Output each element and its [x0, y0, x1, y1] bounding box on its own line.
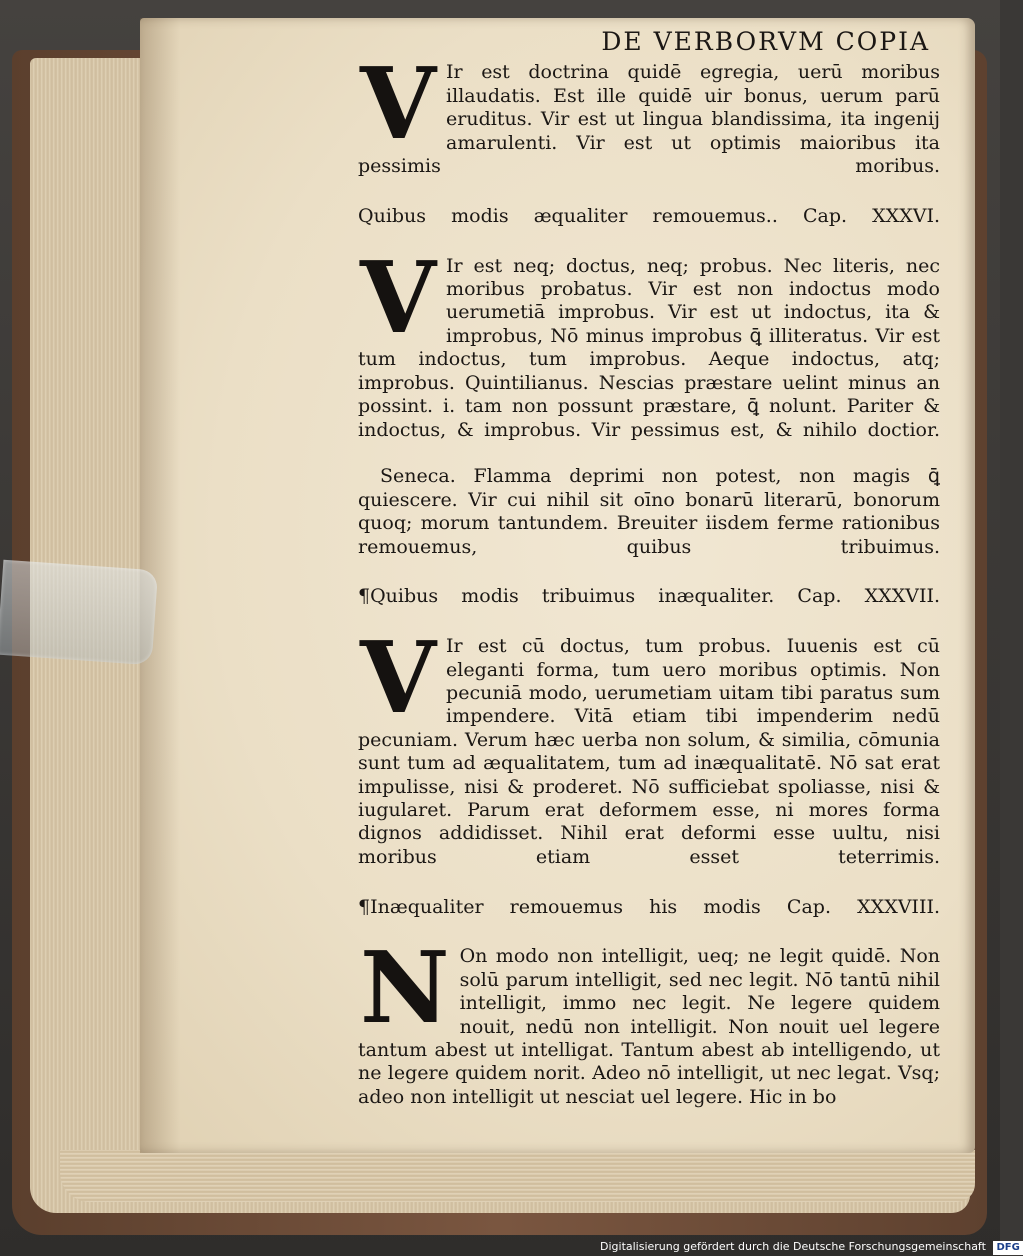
- paragraph: [358, 621, 940, 892]
- plastic-page-clip: [0, 560, 158, 666]
- section-1: [358, 47, 940, 201]
- dfg-logo: DFG: [993, 1241, 1022, 1255]
- paragraph-lead: Ir est cū doctus, tum probus.: [446, 635, 772, 658]
- paragraph: [358, 240, 940, 466]
- page-text: [358, 27, 940, 1109]
- credit-text: Digitalisierung gefördert durch die Deutsche Forschungsgemeinschaft: [600, 1240, 986, 1253]
- paragraph-lead: Ir est doctrina quidē egregia, uerū moribus illaudatis.: [446, 61, 940, 107]
- page-edges-bottom: [60, 1150, 975, 1202]
- chapter-heading: ¶Quibus modis tribuimus inæqualiter. Cap. XXXVII.: [358, 585, 940, 608]
- paragraph-body: Iuuenis est cū eleganti forma, tum uero moribus optimis. Non pecuniā modo, uerumetiam uitam tibi paratus sum impendere. Vitā etiam tibi impenderim nedū pecuniam. Verum hæc uerba non solum, & similia, cōmunia sunt tum ad æqualitatem, tum ad inæqualitatē. Nō sat erat impulisse, nisi & proderet. Nō sufficiebat spoliasse, nisi & iugularet. Parum erat deformem esse, ni mores forma dignos addidisset. Nihil erat deformi esse uultu, nisi moribus etiam esset teterrimis.: [358, 635, 940, 868]
- section-4: [358, 896, 940, 1110]
- paragraph-body: Est ille quidē uir bonus, uerum parū eruditus. Vir est ut lingua blandissima, ita ingenij amarulenti. Vir est ut optimis maioribus ita pessimis moribus.: [358, 84, 940, 178]
- paragraph: Seneca. Flamma deprimi non potest, non magis ꝗ̄ quiescere. Vir cui nihil sit oīno bonarū literarū, bonorum quoq; morum tantundem. Breuiter iisdem ferme rationibus remouemus, quibus tribuimus.: [358, 465, 940, 558]
- drop-cap: V: [360, 47, 437, 163]
- running-head: DE VERBORVM COPIA: [601, 27, 930, 56]
- paragraph-body: Nec literis, nec moribus probatus. Vir est non indoctus modo uerumetiā improbus. Vir est ut indoctus, ita & improbus, Nō minus improbus ꝗ̄ illiteratus. Vir est tum indoctus, tum improbus. Aeque indoctus, atq; improbus. Quintilianus. Nescias præstare uelint minus an possint. i. tam non possunt præstare, ꝗ̄ nolunt. Pariter & indoctus, & improbus. Vir pessimus est, & nihilo doctior.: [358, 254, 940, 441]
- section-3: [358, 585, 940, 892]
- paragraph-body: Non solū parum intelligit, sed nec legit. Nō tantū nihil intelligit, immo nec legit. Ne legere quidem nouit, nedū non intelligit. Non nouit uel legere tantum abest ut intelligat. Tantum abest ab intelligendo, ut ne legere quidem norit. Adeo nō intelligit, ut nec legat. Vsq; adeo non intelligit ut nesciat uel legere. Hic in bo: [358, 945, 940, 1108]
- drop-cap: V: [360, 240, 437, 356]
- paragraph-lead: Ir est neq; doctus, neq; probus.: [446, 254, 773, 277]
- drop-cap: V: [360, 621, 437, 737]
- drop-cap: N: [360, 931, 450, 1047]
- section-2: [358, 205, 940, 583]
- paragraph: [358, 47, 940, 201]
- chapter-heading: ¶Inæqualiter remouemus his modis Cap. XXXVIII.: [358, 895, 940, 918]
- digitization-credit: [600, 1238, 1023, 1256]
- paragraph-lead: On modo non intelligit, ueq; ne legit quidē.: [459, 945, 892, 968]
- chapter-heading: Quibus modis æqualiter remouemus.. Cap. XXXVI.: [358, 204, 940, 227]
